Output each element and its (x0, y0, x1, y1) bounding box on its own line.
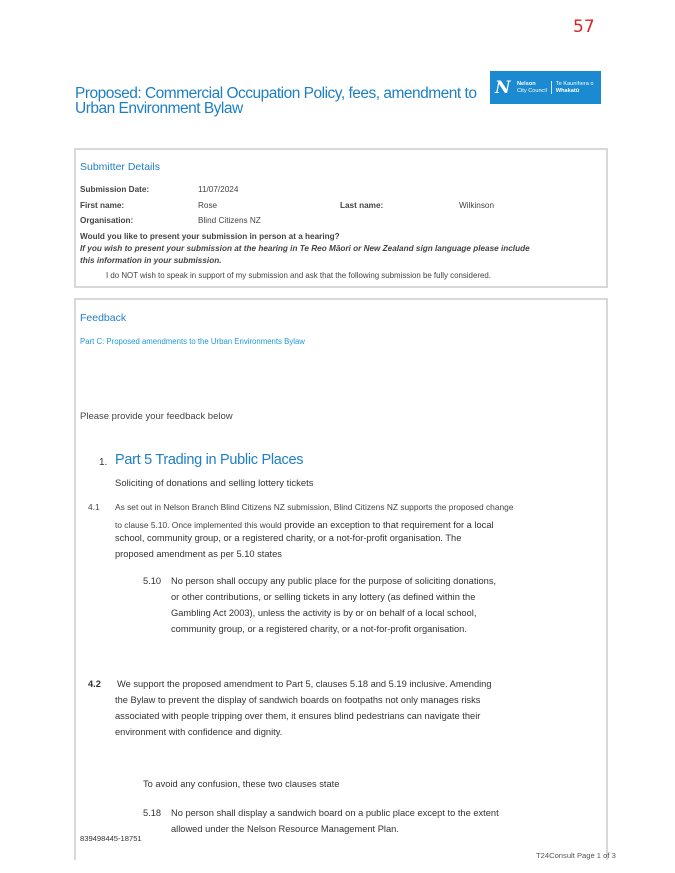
para-4-1-line2a: to clause 5.10. Once implemented this would (115, 520, 282, 530)
logo-mi-line2: Whakatū (555, 87, 580, 94)
feedback-heading: Feedback (80, 312, 127, 324)
para-4-1-number: 4.1 (88, 502, 100, 512)
soliciting-subheading: Soliciting of donations and selling lottery tickets (115, 478, 314, 489)
last-name-label: Last name: (340, 201, 384, 210)
para-4-2-line4: environment with confidence and dignity. (115, 727, 283, 737)
part-5-heading: Part 5 Trading in Public Places (115, 452, 304, 468)
organisation-label: Organisation: (80, 216, 134, 225)
clause-5-10-line1: No person shall occupy any public place for the purpose of soliciting donations, (171, 576, 497, 586)
para-4-1-line4: proposed amendment as per 5.10 states (115, 549, 282, 559)
page-title: Proposed: Commercial Occupation Policy, fees, amendment to Urban Environment Bylaw (75, 85, 477, 117)
clause-5-10-line2: or other contributions, or selling tickets in any lottery (as defined within the (171, 592, 476, 602)
hearing-note-line1: If you wish to present your submission at the hearing in Te Reo Māori or New Zealand sign language please include (80, 244, 530, 253)
council-logo (490, 71, 601, 104)
clause-5-18-line1: No person shall display a sandwich board on a public place except to the extent (171, 808, 499, 818)
clause-5-18-line2: allowed under the Nelson Resource Management Plan. (171, 824, 399, 834)
submitter-heading: Submitter Details (80, 161, 160, 173)
para-4-2-line2: the Bylaw to prevent the display of sandwich boards on footpaths not only manages risks (115, 695, 481, 705)
para-4-1-line1: As set out in Nelson Branch Blind Citizens NZ submission, Blind Citizens NZ supports the proposed change (115, 502, 514, 512)
logo-english-name (517, 81, 552, 94)
feedback-prompt: Please provide your feedback below (80, 411, 233, 422)
last-name-value: Wilkinson (459, 201, 495, 210)
logo-en-line2: City Council (517, 87, 547, 94)
clause-5-10-line4: community group, or a registered charity, or a not-for-profit organisation. (171, 624, 467, 634)
logo-maori-name (552, 81, 594, 94)
organisation-value: Blind Citizens NZ (198, 216, 261, 225)
logo-en-line1: Nelson (517, 81, 536, 87)
clauses-intro: To avoid any confusion, these two clauses state (143, 779, 340, 789)
hearing-question: Would you like to present your submission in person at a hearing? (80, 232, 340, 241)
logo-mark: N (495, 77, 511, 98)
para-4-2-number: 4.2 (88, 679, 101, 689)
first-name-label: First name: (80, 201, 125, 210)
page-footer: T24Consult Page 1 of 3 (536, 851, 616, 860)
part-number: 1. (99, 457, 108, 468)
first-name-value: Rose (198, 201, 218, 210)
para-4-1-line3: school, community group, or a registered charity, or a not-for-profit organisation. The (115, 533, 462, 543)
para-4-2-line1: We support the proposed amendment to Part 5, clauses 5.18 and 5.19 inclusive. Amending (117, 679, 492, 689)
logo-mi-line1: Te Kaunihera o (555, 81, 594, 87)
para-4-2-line3: associated with people tripping over them, it ensures blind pedestrians can navigate their (115, 711, 481, 721)
clause-5-10-line3: Gambling Act 2003), unless the activity is by or on behalf of a local school, (171, 608, 477, 618)
submission-date-label: Submission Date: (80, 185, 150, 194)
part-c-link: Part C: Proposed amendments to the Urban Environments Bylaw (80, 337, 305, 346)
hearing-answer: I do NOT wish to speak in support of my submission and ask that the following submission be fully considered. (106, 271, 491, 280)
clause-5-10-number: 5.10 (143, 576, 162, 586)
hearing-note-line2: this information in your submission. (80, 256, 222, 265)
para-4-1-line2b: provide an exception to that requirement for a local (281, 520, 494, 530)
submission-date-value: 11/07/2024 (198, 185, 239, 194)
page-number: 57 (573, 17, 595, 37)
document-id: 839498445-18751 (80, 834, 142, 843)
clause-5-18-number: 5.18 (143, 808, 162, 818)
